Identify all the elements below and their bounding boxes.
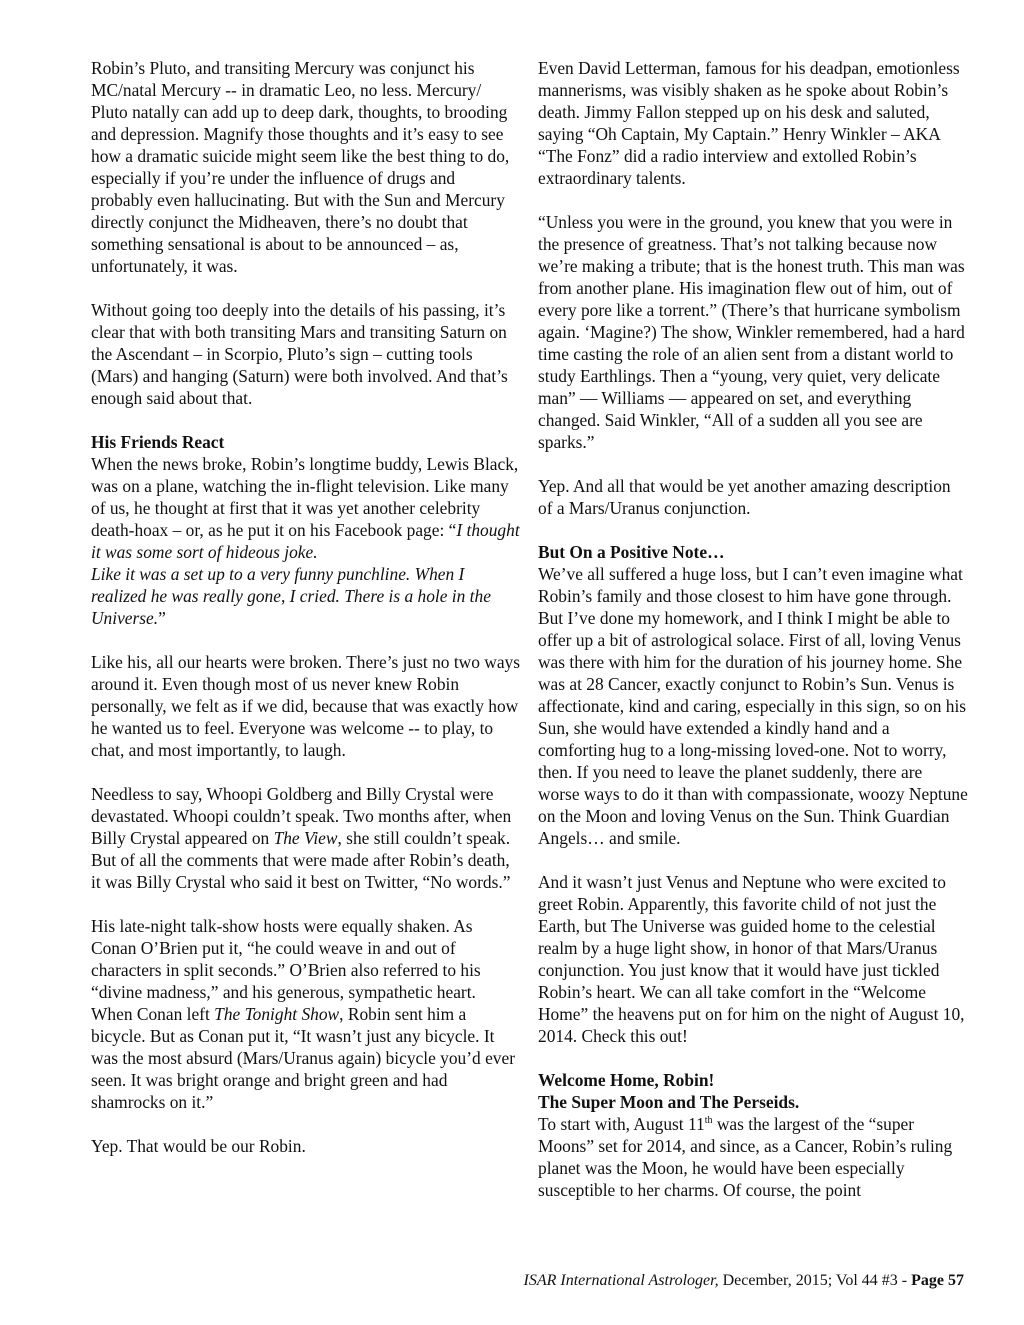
section-heading: Welcome Home, Robin! (538, 1070, 715, 1090)
text-run: To start with, August 11 (538, 1114, 705, 1134)
text-run: Needless to say, Whoopi Goldberg and Billy Crystal were devastated. Whoopi couldn’t speak. Two months after, when Billy Crystal appeared on (91, 784, 512, 848)
section-heading: His Friends React (91, 432, 225, 452)
paragraph (91, 915, 521, 1113)
issue-info: December, 2015; Vol 44 #3 - (718, 1272, 912, 1289)
paragraph: Like his, all our hearts were broken. There’s just no two ways around it. Even though most of us never knew Robin personally, we felt as if we did, because that was exactly how he wanted us to feel. Everyone was welcome -- to play, to chat, and most importantly, to laugh. (91, 652, 521, 760)
page-footer (524, 1272, 965, 1290)
section-positive-note (538, 541, 968, 849)
section-subheading: The Super Moon and The Perseids. (538, 1092, 800, 1112)
paragraph (91, 783, 521, 893)
text-run: ” (158, 608, 166, 628)
paragraph: Yep. And all that would be yet another amazing description of a Mars/Uranus conjunction. (538, 476, 951, 518)
text-run: , she still couldn’t speak. But of all the comments that were made after Robin’s death, it was Billy Crystal who said it best on Twitter, “No words.” (91, 828, 511, 892)
show-title: The Tonight Show (214, 1004, 340, 1024)
paragraph: And it wasn’t just Venus and Neptune who were excited to greet Robin. Apparently, this favorite child of not just the Earth, but The Universe was guided home to the celestial realm by a huge light show, in honor of that Mars/Uranus conjunction. You just know that it would have just tickled Robin’s heart. We can all take comfort in the “Welcome Home” the heavens put on for him on the night of August 10, 2014. Check this out! (538, 872, 965, 1046)
text-run: , Robin sent him a bicycle. But as Conan put it, “It wasn’t just any bicycle. It was the most absurd (Mars/Uranus again) bicycle you’d ever seen. It was bright orange and bright green and had shamrocks on it.” (91, 1004, 516, 1112)
page-number: Page 57 (911, 1272, 964, 1289)
show-title: The View (273, 828, 338, 848)
text-run: was the largest of the “super Moons” set for 2014, and since, as a Cancer, Robin’s ruling planet was the Moon, he would have been especially susceptible to her charms. Of course, the point (538, 1114, 953, 1200)
paragraph: Yep. That would be our Robin. (91, 1136, 306, 1156)
text-run: His late-night talk-show hosts were equally shaken. As Conan O’Brien put it, “he could weave in and out of characters in split seconds.” O’Brien also referred to his “divine madness,” and his generous, sympathetic heart. When Conan left (91, 916, 481, 1024)
quote-text: Like it was a set up to a very funny punchline. When I realized he was really gone, I cried. There is a hole in the Universe. (91, 564, 491, 628)
publication-name: ISAR International Astrologer, (523, 1272, 719, 1289)
right-column (538, 57, 968, 1223)
ordinal-suffix: th (704, 1115, 713, 1127)
paragraph: Even David Letterman, famous for his deadpan, emotionless mannerisms, was visibly shaken as he spoke about Robin’s death. Jimmy Fallon stepped up on his desk and saluted, saying “Oh Captain, My Captain.” Henry Winkler – AKA “The Fonz” did a radio interview and extolled Robin’s extraordinary talents. (538, 58, 960, 188)
paragraph: “Unless you were in the ground, you knew that you were in the presence of greatness. That’s not talking because now we’re making a tribute; that is the honest truth. This man was from another plane. His imagination flew out of him, out of every pore like a torrent.” (There’s that hurricane symbolism again. ‘Magine?) The show, Winkler remembered, had a hard time casting the role of an alien sent from a distant world to study Earthlings. Then a “young, very quiet, very delicate man” — Williams — appeared on set, and everything changed. Said Winkler, “All of a sudden all you see are sparks.” (538, 212, 965, 452)
section-heading: But On a Positive Note… (538, 542, 725, 562)
left-column (91, 57, 521, 1179)
section-his-friends-react (91, 431, 521, 629)
text-run: We’ve all suffered a huge loss, but I can’t even imagine what Robin’s family and those closest to him have gone through. But I’ve done my homework, and I think I might be able to offer up a bit of astrological solace. First of all, loving Venus was there with him for the duration of his journey home. She was at 28 Cancer, exactly conjunct to Robin’s Sun. Venus is affectionate, kind and caring, especially in this sign, so on his Sun, she would have extended a kindly hand and a comforting hug to a long-missing loved-one. Not to worry, then. If you need to leave the planet suddenly, there are worse ways to do it than with compassionate, woozy Neptune on the Moon and loving Venus on the Sun. Think Guardian Angels… and smile. (538, 564, 968, 848)
quote-text: I thought it was some sort of hideous joke. (91, 520, 520, 562)
paragraph: Without going too deeply into the details of his passing, it’s clear that with both transiting Mars and transiting Saturn on the Ascendant – in Scorpio, Pluto’s sign – cutting tools (Mars) and hanging (Saturn) were both involved. And that’s enough said about that. (91, 300, 508, 408)
section-welcome-home (538, 1069, 968, 1201)
text-run: When the news broke, Robin’s longtime buddy, Lewis Black, was on a plane, watching the in-flight television. Like many of us, he thought at first that it was yet another celebrity death-hoax – or, as he put it on his Facebook page: “ (91, 454, 519, 540)
paragraph: Robin’s Pluto, and transiting Mercury was conjunct his MC/natal Mercury -- in dramatic Leo, no less. Mercury/ Pluto natally can add up to deep dark, thoughts, to brooding and depression. Magnify those thoughts and it’s easy to see how a dramatic suicide might seem like the best thing to do, especially if you’re under the influence of drugs and probably even hallucinating. But with the Sun and Mercury directly conjunct the Midheaven, there’s no doubt that something sensational is about to be announced – as, unfortunately, it was. (91, 58, 510, 276)
